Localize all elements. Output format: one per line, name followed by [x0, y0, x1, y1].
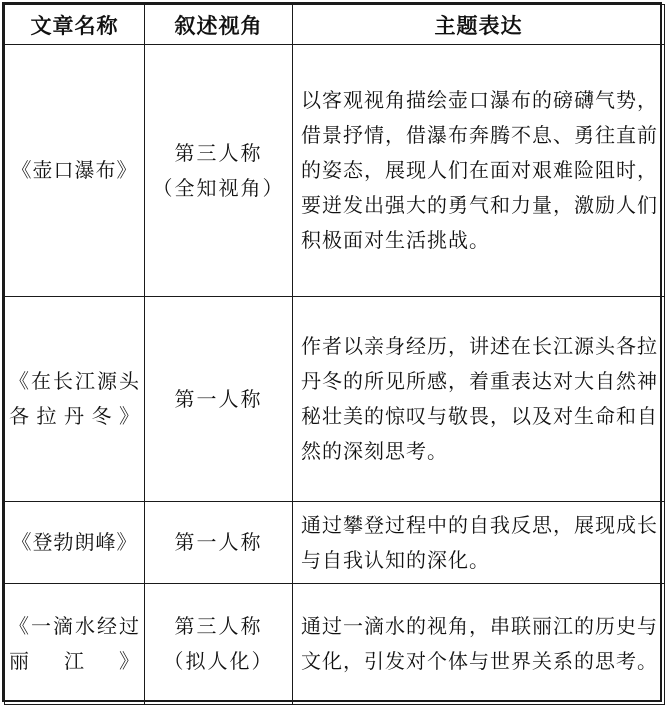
perspective-cell — [145, 45, 293, 297]
comparison-table-frame — [2, 2, 662, 702]
article-title-cell: 《壶口瀑布》 — [5, 45, 145, 297]
perspective-line: 第一人称 — [174, 530, 263, 554]
theme-cell: 以客观视角描绘壶口瀑布的磅礴气势，借景抒情，借瀑布奔腾不息、勇往直前的姿态，展现人们在面对艰难险阻时，要迸发出强大的勇气和力量，激励人们积极面对生活挑战。 — [293, 45, 665, 297]
table-row — [5, 584, 665, 705]
header-article-title: 文章名称 — [5, 5, 145, 45]
perspective-cell — [145, 584, 293, 705]
article-title-cell: 《登勃朗峰》 — [5, 502, 145, 584]
header-row — [5, 5, 665, 45]
perspective-cell — [145, 502, 293, 584]
perspective-line: 第三人称 — [174, 614, 263, 638]
perspective-line: 第一人称 — [174, 386, 263, 411]
perspective-cell — [145, 297, 293, 502]
theme-cell: 通过一滴水的视角，串联丽江的历史与文化，引发对个体与世界关系的思考。 — [293, 584, 665, 705]
table-row — [5, 502, 665, 584]
article-title-cell: 《一滴水经过丽江》 — [5, 584, 145, 705]
table-row — [5, 45, 665, 297]
comparison-table — [4, 4, 665, 705]
perspective-line: 第三人称 — [174, 140, 263, 165]
perspective-note: （全知视角） — [152, 175, 285, 200]
table-row — [5, 297, 665, 502]
perspective-note: （拟人化） — [163, 649, 274, 673]
header-theme-expression: 主题表达 — [293, 5, 665, 45]
theme-cell: 通过攀登过程中的自我反思，展现成长与自我认知的深化。 — [293, 502, 665, 584]
theme-cell: 作者以亲身经历，讲述在长江源头各拉丹冬的所见所感，着重表达对大自然神秘壮美的惊叹与敬畏，以及对生命和自然的深刻思考。 — [293, 297, 665, 502]
header-narrative-perspective: 叙述视角 — [145, 5, 293, 45]
article-title-cell: 《在长江源头各拉丹冬》 — [5, 297, 145, 502]
